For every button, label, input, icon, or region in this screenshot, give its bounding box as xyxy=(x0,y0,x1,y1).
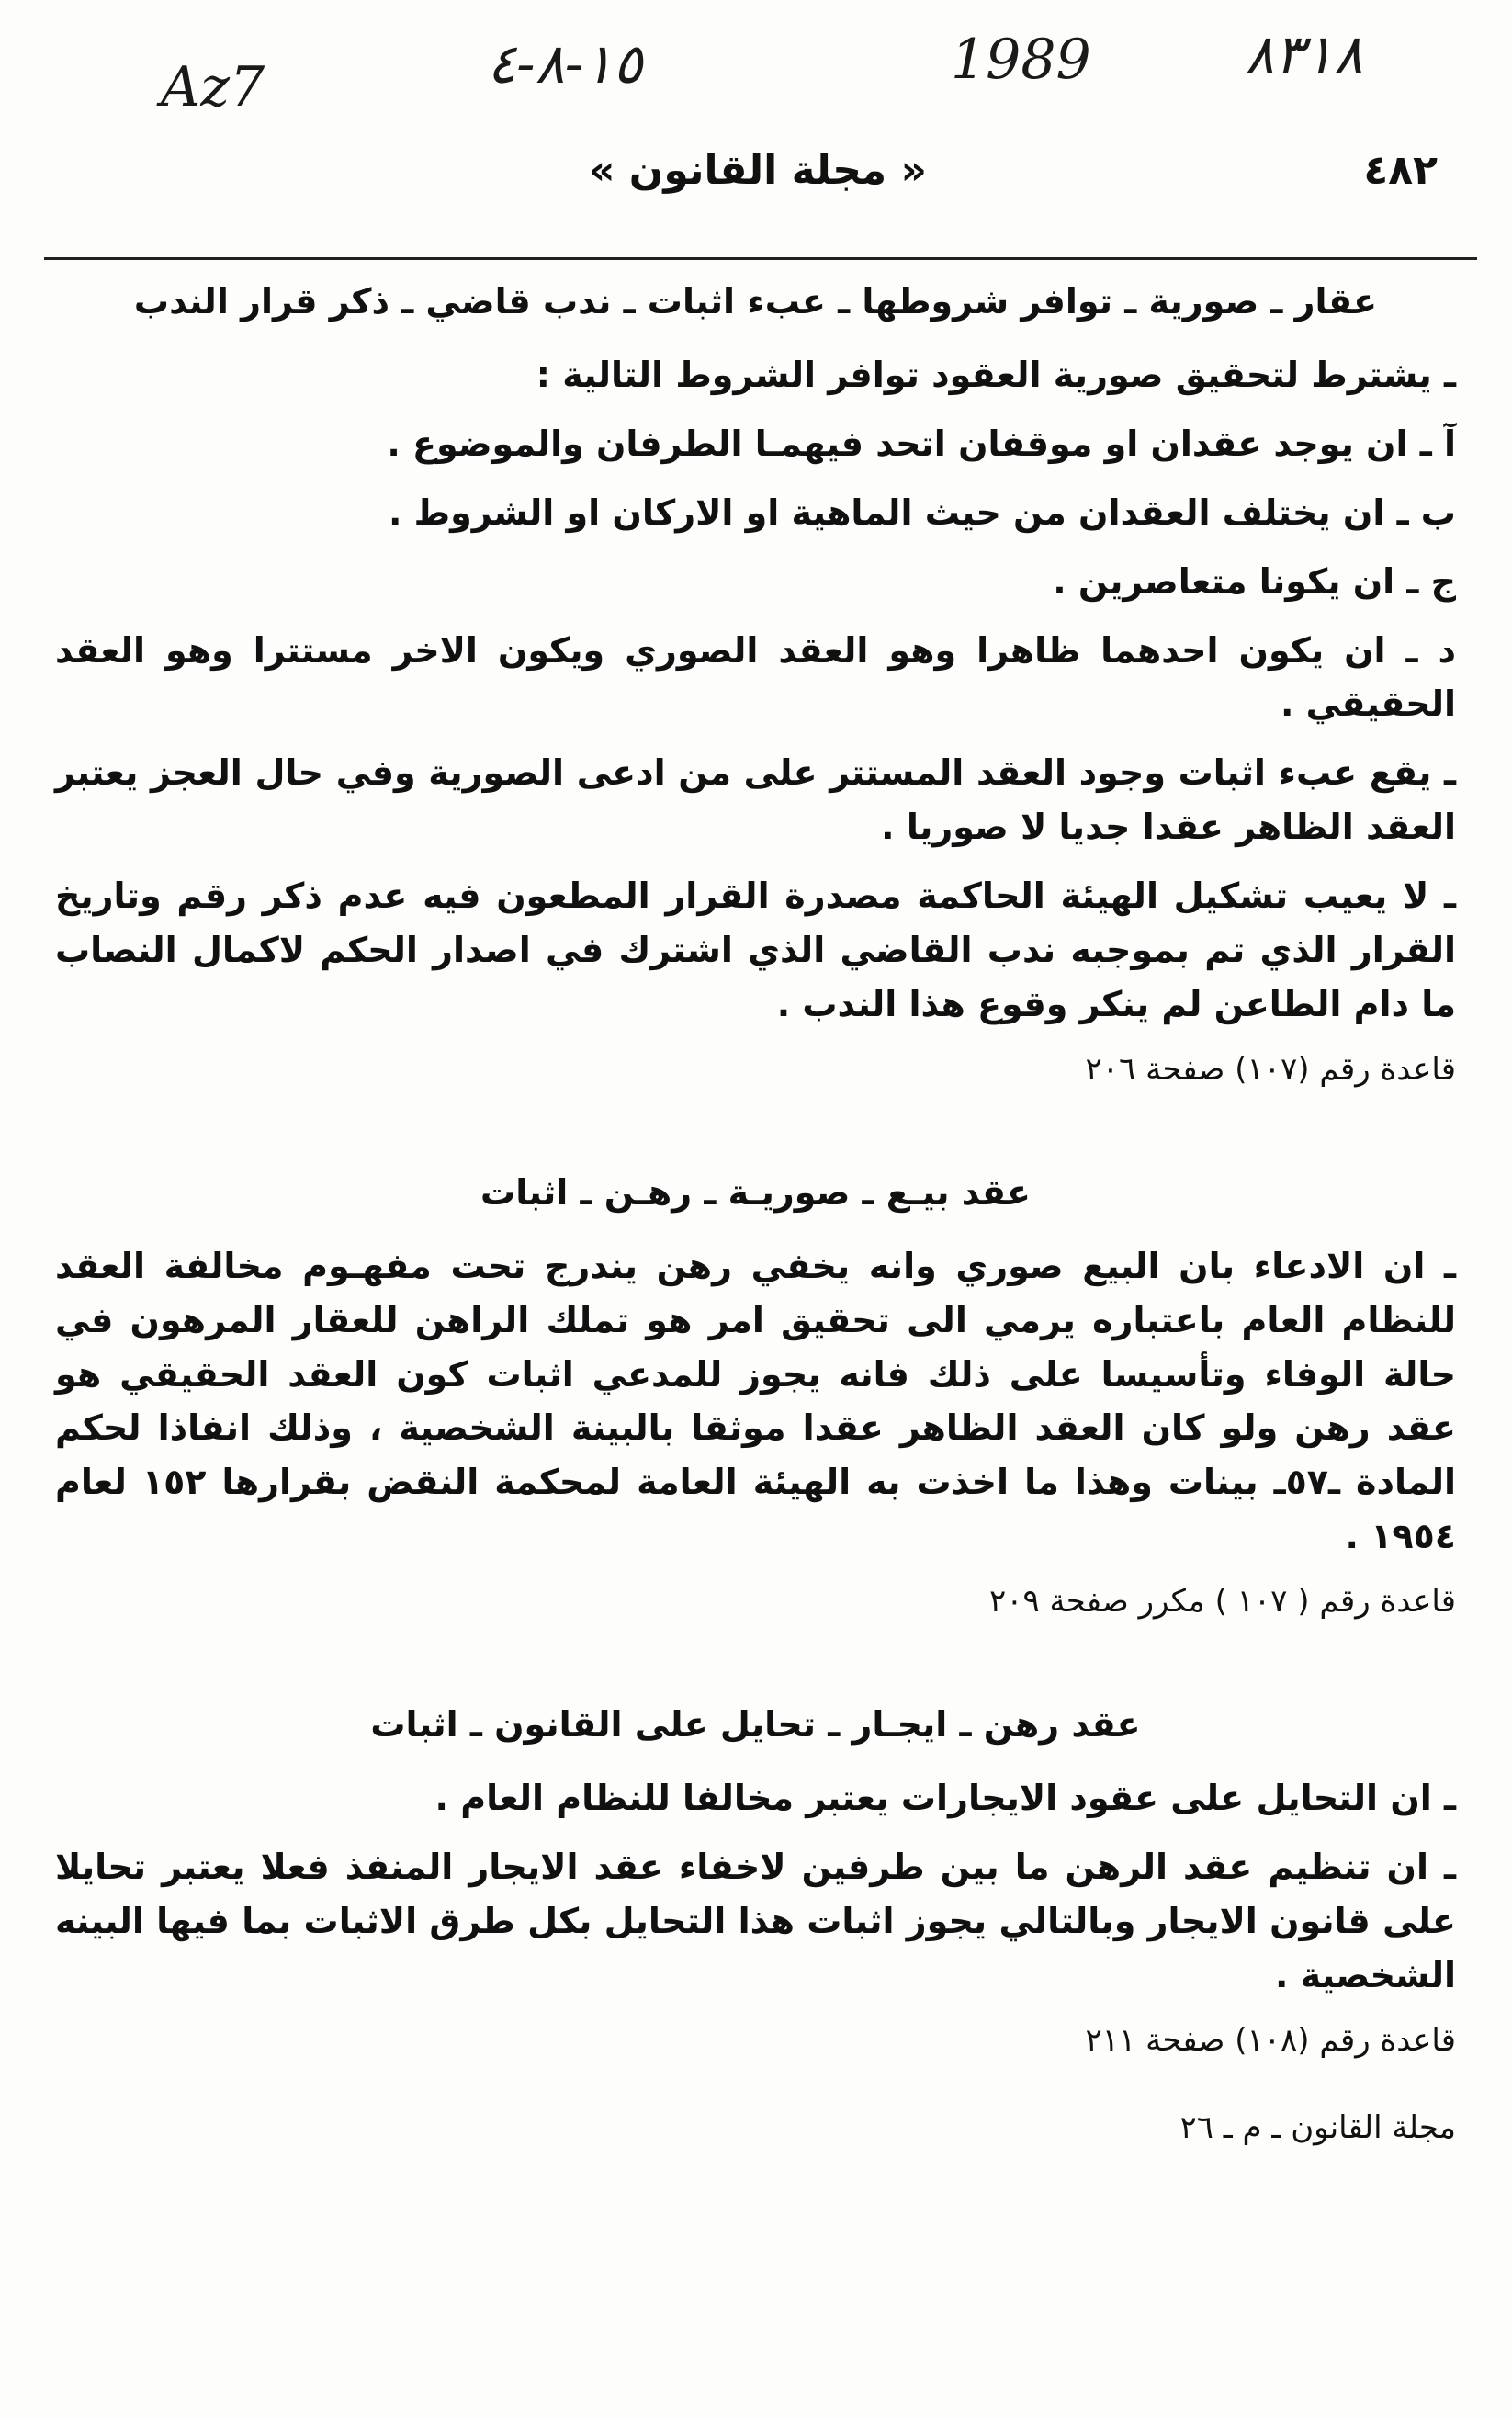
paragraph: ج ـ ان يكونا متعاصرين . xyxy=(1053,560,1456,602)
paragraph: ـ ان التحايل على عقود الايجارات يعتبر مخالفا للنظام العام . xyxy=(434,1778,1456,1819)
section-1 xyxy=(55,276,1456,1093)
handwritten-year: 1989 xyxy=(951,28,1091,92)
handwritten-reference: Az7 xyxy=(161,55,265,119)
handwritten-date: ١٥-٨-٤ xyxy=(487,32,643,96)
section-heading: عقار ـ صورية ـ توافر شروطها ـ عبء اثبات ـ ندب قاضي ـ ذكر قرار الندب xyxy=(133,281,1378,322)
paragraph: ـ ان الادعاء بان البيع صوري وانه يخفي رهن يندرج تحت مفهـوم مخالفة العقد للنظام العام باعتباره يرمي الى تحقيق امر هو تملك الراهن للعقار المرهون في حالة الوفاء وتأسيسا على ذلك فانه يجوز للمدعي اثبات كون العقد الحقيقي هو عقد رهن ولو كان العقد الظاهر عقدا موثقا بالبينة الشخصية ، وذلك انفاذا لحكم المادة ـ٥٧ـ بينات وهذا ما اخذت به الهيئة العامة لمحكمة النقض بقرارها ١٥٢ لعام ١٩٥٤ . xyxy=(55,1245,1456,1557)
section-2 xyxy=(55,1167,1456,1625)
paragraph: ـ يقع عبء اثبات وجود العقد المستتر على من ادعى الصورية وفي حال العجز يعتبر العقد الظاهر عقدا جديا لا صوريا . xyxy=(55,752,1456,848)
paragraph: آ ـ ان يوجد عقدان او موقفان اتحد فيهمـا الطرفان والموضوع . xyxy=(387,423,1456,464)
section-heading: عقد بيـع ـ صوريـة ـ رهـن ـ اثبات xyxy=(480,1171,1031,1213)
page-header xyxy=(55,147,1461,211)
handwritten-number: ٨٣١٨ xyxy=(1245,23,1363,87)
rule-reference: قاعدة رقم (١٠٨) صفحة ٢١١ xyxy=(1085,2021,1456,2059)
journal-title: « مجلة القانون » xyxy=(589,147,927,194)
paragraph: د ـ ان يكون احدهما ظاهرا وهو العقد الصوري ويكون الاخر مستترا وهو العقد الحقيقي . xyxy=(55,629,1456,725)
page-number: ٤٨٢ xyxy=(1363,147,1438,194)
paragraph: ـ ان تنظيم عقد الرهن ما بين طرفين لاخفاء عقد الايجار المنفذ فعلا يعتبر تحايلا على قانون الايجار وبالتالي يجوز اثبات هذا التحايل بكل طرق الاثبات بما فيها البينه الشخصية . xyxy=(55,1847,1456,1995)
journal-issue-footer: مجلة القانون ـ م ـ ٢٦ xyxy=(1179,2108,1456,2146)
rule-reference: قاعدة رقم (١٠٧) صفحة ٢٠٦ xyxy=(1085,1050,1456,1088)
paragraph: ـ لا يعيب تشكيل الهيئة الحاكمة مصدرة القرار المطعون فيه عدم ذكر رقم وتاريخ القرار الذي تم بموجبه ندب القاضي الذي اشترك في اصدار الحكم لاكمال النصاب ما دام الطاعن لم ينكر وقوع هذا الندب . xyxy=(55,876,1456,1024)
paragraph: ـ يشترط لتحقيق صورية العقود توافر الشروط التالية : xyxy=(536,355,1456,395)
rule-reference: قاعدة رقم ( ١٠٧ ) مكرر صفحة ٢٠٩ xyxy=(988,1583,1456,1621)
section-3 xyxy=(55,1699,1456,2064)
header-divider xyxy=(44,257,1477,260)
section-heading: عقد رهن ـ ايجـار ـ تحايل على القانون ـ اثبات xyxy=(370,1704,1141,1746)
page-content xyxy=(55,276,1456,2152)
paragraph: ب ـ ان يختلف العقدان من حيث الماهية او الاركان او الشروط . xyxy=(388,492,1456,533)
